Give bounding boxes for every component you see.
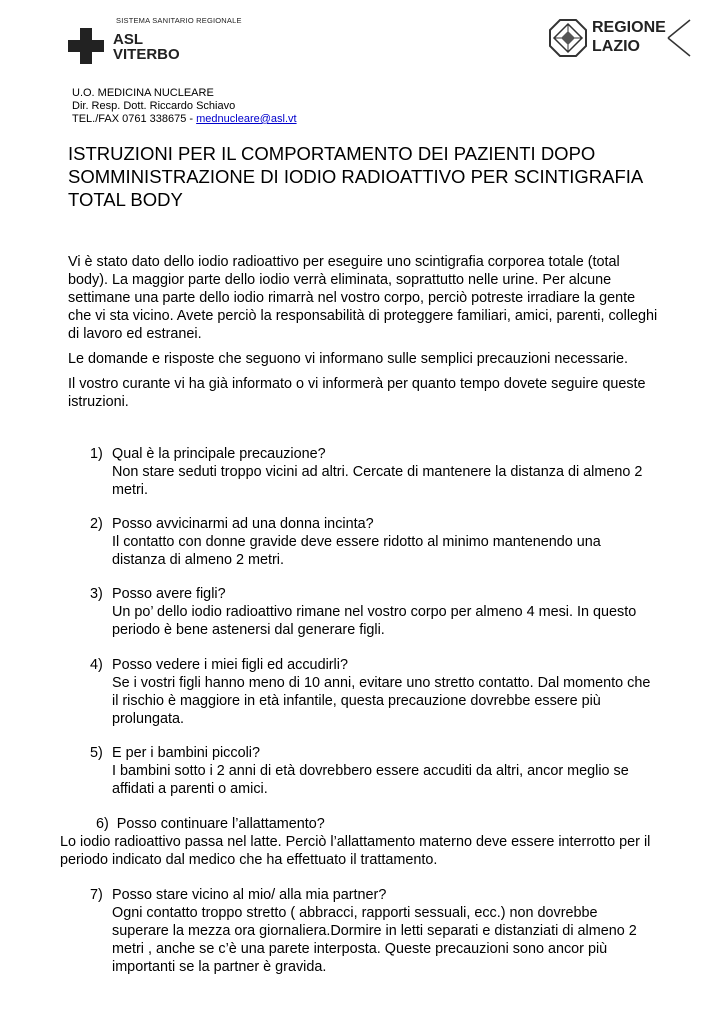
question-item-6 (96, 815, 325, 833)
intro-paragraph-1: Vi è stato dato dello iodio radioattivo per eseguire uno scintigrafia corporea totale (total body). La maggior parte dello iodio verrà eliminata, soprattutto nelle urine. Per alcune settimane una parte dello iodio rimarrà nel vostro corpo, perciò potreste irradiare la gente che vi sta vicino. Avete perciò la responsabilità di proteggere familiari, amici, parenti, colleghi di lavoro ed estranei. (68, 254, 658, 342)
asl-system-label: SISTEMA SANITARIO REGIONALE (116, 16, 242, 25)
question-number: 5) (90, 745, 103, 761)
question-number: 4) (90, 657, 103, 673)
question-text: Posso stare vicino al mio/ alla mia partner? (112, 887, 387, 903)
unit-name: U.O. MEDICINA NUCLEARE (72, 87, 214, 99)
unit-email-link[interactable]: mednucleare@asl.vt (196, 113, 297, 125)
question-text: E per i bambini piccoli? (112, 745, 260, 761)
intro-paragraph-3: Il vostro curante vi ha già informato o vi informerà per quanto tempo dovete seguire queste istruzioni. (68, 376, 646, 410)
question-text: Posso vedere i miei figli ed accudirli? (112, 657, 348, 673)
answer-text: Lo iodio radioattivo passa nel latte. Perciò l’allattamento materno deve essere interrotto per il periodo indicato dal medico che ha effettuato il trattamento. (60, 834, 651, 868)
question-number: 2) (90, 516, 103, 532)
unit-director: Dir. Resp. Dott. Riccardo Schiavo (72, 100, 236, 112)
answer-text: Non stare seduti troppo vicini ad altri. Cercate di mantenere la distanza di almeno 2 metri. (112, 464, 643, 498)
asl-viterbo-logo (68, 16, 242, 72)
answer-text: Un po’ dello iodio radioattivo rimane nel vostro corpo per almeno 4 mesi. In questo periodo è bene astenersi dal generare figli. (112, 604, 637, 638)
regione-lazio-logo (548, 16, 698, 60)
question-number: 3) (90, 586, 103, 602)
cross-icon (68, 28, 104, 64)
regione-lazio-emblem-icon (548, 18, 588, 58)
question-number: 6) (96, 816, 109, 832)
unit-contact (72, 113, 297, 126)
answer-text: Se i vostri figli hanno meno di 10 anni, evitare uno stretto contatto. Dal momento che il rischio è maggiore in età infantile, questa precauzione dovrebbe essere più prolungata. (112, 675, 651, 727)
document-title: ISTRUZIONI PER IL COMPORTAMENTO DEI PAZIENTI DOPO SOMMINISTRAZIONE DI IODIO RADIOATTIVO PER SCINTIGRAFIA TOTAL BODY (68, 143, 643, 210)
question-text: Qual è la principale precauzione? (112, 446, 326, 462)
question-number: 1) (90, 446, 103, 462)
regione-lazio-text: REGIONE LAZIO (592, 19, 666, 55)
answer-text: Il contatto con donne gravide deve essere ridotto al minimo mantenendo una distanza di almeno 2 metri. (112, 534, 601, 568)
question-number: 7) (90, 887, 103, 903)
question-text: Posso continuare l’allattamento? (116, 816, 325, 832)
asl-name: ASL VITERBO (113, 31, 180, 63)
unit-phone: TEL./FAX 0761 338675 - (72, 113, 197, 125)
question-text: Posso avere figli? (112, 586, 226, 602)
answer-text: I bambini sotto i 2 anni di età dovrebbero essere accuditi da altri, ancor meglio se affidati a parenti o amici. (112, 763, 629, 797)
answer-text: Ogni contatto troppo stretto ( abbracci, rapporti sessuali, ecc.) non dovrebbe superare la mezza ora giornaliera.Dormire in letti separati e distanziati di almeno 2 metri , anche se c’è una parete interposta. Queste precauzioni sono ancor più importanti se la partner è gravida. (112, 905, 637, 975)
regione-lazio-slash-icon (666, 18, 692, 58)
intro-section (68, 253, 658, 418)
unit-info (72, 87, 297, 126)
intro-paragraph-2: Le domande e risposte che seguono vi informano sulle semplici precauzioni necessarie. (68, 351, 628, 367)
question-text: Posso avvicinarmi ad una donna incinta? (112, 516, 374, 532)
